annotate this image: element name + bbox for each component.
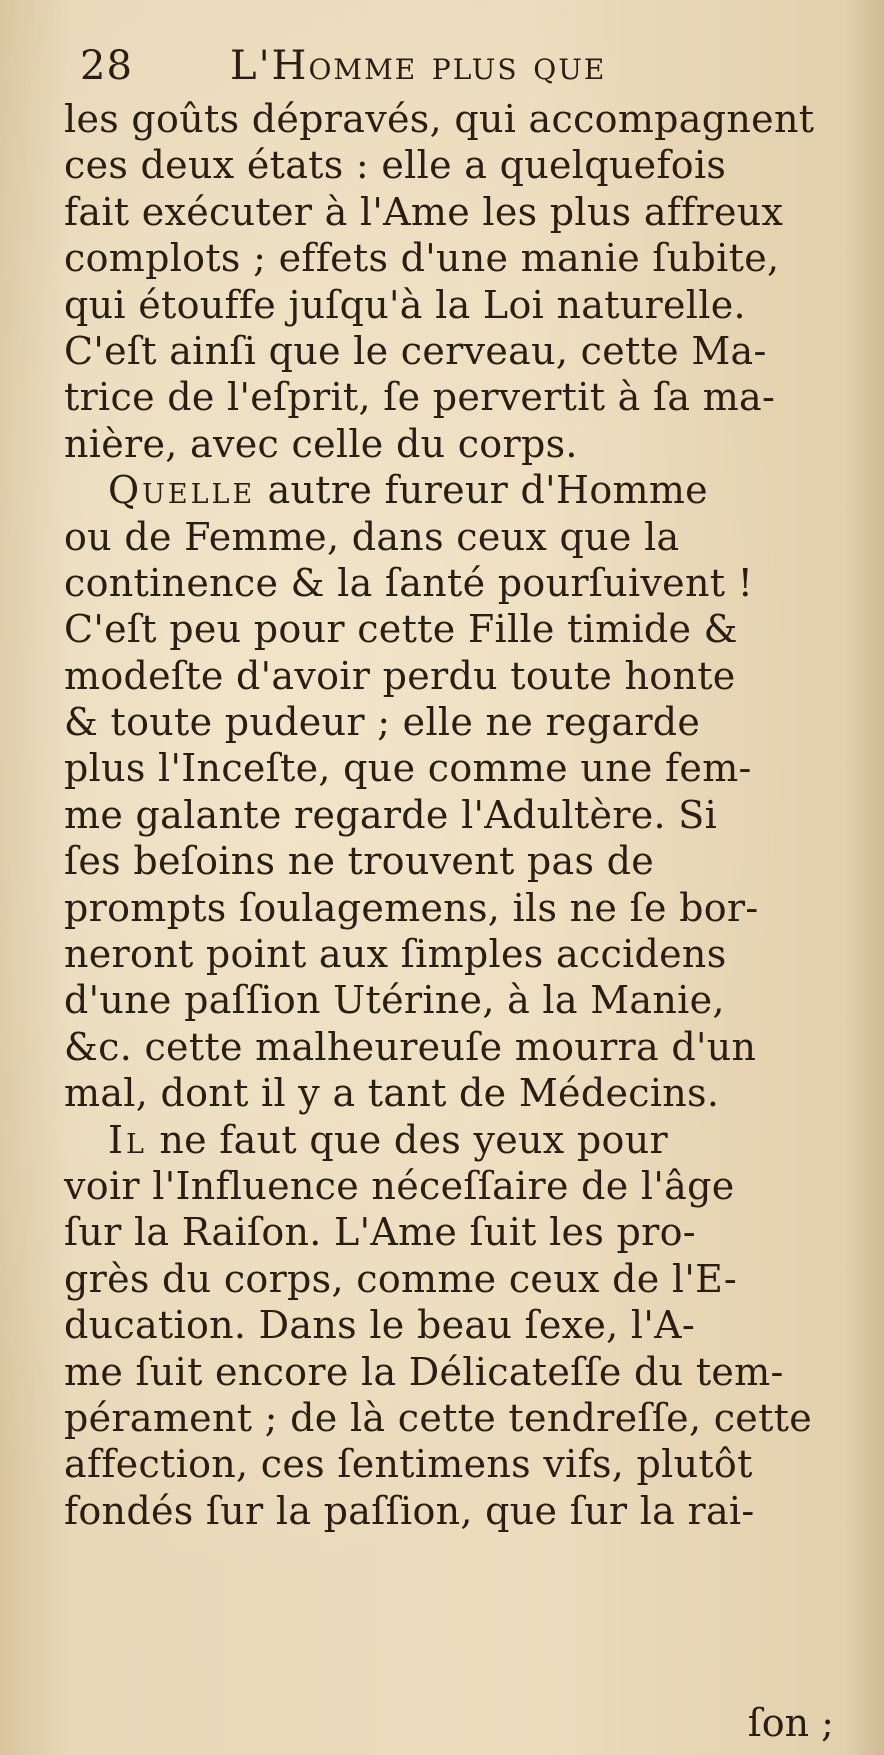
text-line: ſes beſoins ne trouvent pas de	[64, 839, 655, 884]
text-line: fait exécuter à l'Ame les plus affreux	[64, 189, 784, 234]
body-text	[64, 96, 864, 1534]
catchword: ſon ;	[747, 1701, 834, 1745]
text-line: continence & la ſanté pourſuivent !	[64, 560, 754, 605]
text-line: me ſuit encore la Délicateſſe du tem-	[64, 1349, 784, 1394]
text-line: fondés ſur la paſſion, que ſur la rai-	[64, 1488, 755, 1533]
text-line: prompts ſoulagemens, ils ne ſe bor-	[64, 885, 759, 930]
text-line: ne faut que des yeux pour	[146, 1117, 668, 1162]
text-line: ducation. Dans le beau ſexe, l'A-	[64, 1303, 695, 1348]
small-caps-lead: Quelle	[108, 468, 256, 513]
page-edge-shadow	[844, 0, 884, 1755]
text-line: qui étouffe juſqu'à la Loi naturelle.	[64, 282, 746, 327]
text-line: C'eſt peu pour cette Fille timide &	[64, 607, 738, 652]
page-header	[80, 36, 860, 96]
text-line: neront point aux ſimples accidens	[64, 932, 727, 977]
text-line: nière, avec celle du corps.	[64, 421, 578, 466]
text-line: complots ; effets d'une manie ſubite,	[64, 236, 780, 281]
text-line: voir l'Influence néceſſaire de l'âge	[64, 1163, 735, 1208]
text-line: ou de Femme, dans ceux que la	[64, 514, 680, 559]
text-line: & toute pudeur ; elle ne regarde	[64, 700, 701, 745]
text-line: plus l'Inceſte, que comme une fem-	[64, 746, 752, 791]
running-title: L'Homme plus que	[230, 43, 607, 89]
small-caps-lead: Il	[108, 1117, 147, 1162]
text-line: affection, ces ſentimens vifs, plutôt	[64, 1442, 753, 1487]
text-line: trice de l'eſprit, ſe pervertit à ſa ma-	[64, 375, 776, 420]
text-line: modeſte d'avoir perdu toute honte	[64, 653, 736, 698]
text-line: grès du corps, comme ceux de l'E-	[64, 1256, 737, 1301]
text-line: les goûts dépravés, qui accompagnent	[64, 97, 815, 141]
paragraph-opening-line	[64, 467, 864, 513]
text-line: mal, dont il y a tant de Médecins.	[64, 1071, 720, 1116]
text-line: me galante regarde l'Adultère. Si	[64, 792, 718, 837]
paragraph-opening-line	[64, 1117, 864, 1163]
text-line: ſur la Raiſon. L'Ame ſuit les pro-	[64, 1210, 696, 1255]
text-line: ces deux états : elle a quelquefois	[64, 143, 727, 188]
text-line: d'une paſſion Utérine, à la Manie,	[64, 978, 725, 1023]
page-number: 28	[80, 43, 133, 89]
text-line: C'eſt ainſi que le cerveau, cette Ma-	[64, 328, 767, 373]
text-line: pérament ; de là cette tendreſſe, cette	[64, 1395, 813, 1440]
text-line: autre fureur d'Homme	[255, 468, 708, 513]
text-line: &c. cette malheureuſe mourra d'un	[64, 1024, 757, 1069]
